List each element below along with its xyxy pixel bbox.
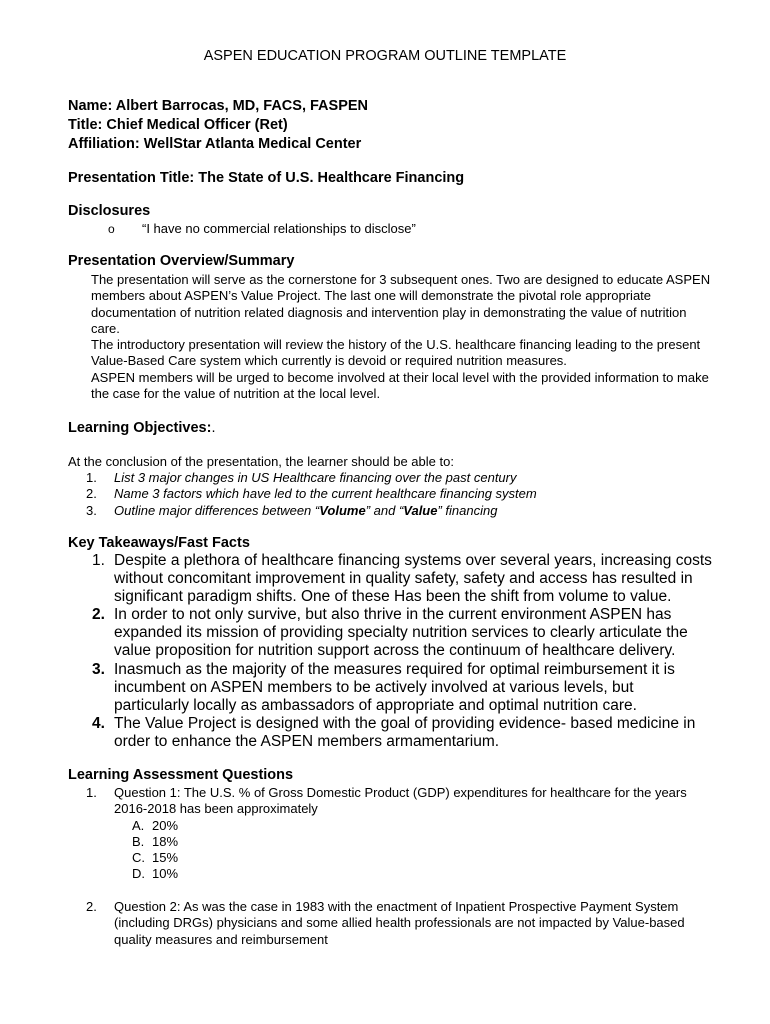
overview-paragraph: The presentation will serve as the cornerstone for 3 subsequent ones. Two are designed to educate ASPEN members about ASPEN’s Value Project. The last one will demonstrate the pivotal role appropriate documentation of nutrition related diagnosis and intervention play in demonstrating the value of nutrition care. (91, 272, 711, 336)
answer-choice: B. 18% (132, 833, 179, 849)
objectives-list (86, 470, 537, 519)
list-item: 4. The Value Project is designed with the goal of providing evidence- based medicine in order to enhance the ASPEN members armamentarium. (92, 714, 696, 750)
presenter-title: Title: Chief Medical Officer (Ret) (68, 117, 288, 133)
answer-choice: A. 20% (132, 817, 179, 833)
answer-choice: D. 10% (132, 866, 179, 882)
list-item: 2. Name 3 factors which have led to the current healthcare financing system (86, 486, 537, 502)
question-text: Question 1: The U.S. % of Gross Domestic Product (GDP) expenditures for healthcare for the years 2016-2018 has been approximately (114, 785, 687, 817)
list-item: 3. Inasmuch as the majority of the measures required for optimal reimbursement it is incumbent on ASPEN members to be actively involved at various levels, but particularly locally as ambassadors of appropriate and optimal nutrition care. (92, 660, 675, 714)
bullet-marker: o (108, 222, 115, 236)
presenter-name: Name: Albert Barrocas, MD, FACS, FASPEN (68, 98, 369, 114)
question-2: 2. Question 2: As was the case in 1983 with the enactment of Inpatient Prospective Payment System (including DRGs) physicians and some allied health professionals are not impacted by Value-based quality measures and reimbursement (86, 899, 716, 948)
overview-paragraph: ASPEN members will be urged to become involved at their local level with the provided information to make the case for the value of nutrition at the local level. (91, 370, 709, 402)
question-1: 1. Question 1: The U.S. % of Gross Domestic Product (GDP) expenditures for healthcare for the years 2016-2018 has been approximately A. 20% B. 18% C. 15% D. 10% (86, 785, 716, 883)
disclosures-heading: Disclosures (68, 203, 151, 219)
takeaways-heading: Key Takeaways/Fast Facts (68, 535, 250, 551)
objectives-heading: Learning Objectives:. (68, 420, 216, 436)
disclosure-text: “I have no commercial relationships to disclose” (142, 221, 416, 236)
presentation-title: Presentation Title: The State of U.S. Healthcare Financing (68, 170, 465, 186)
disclosure-item (108, 221, 416, 236)
answer-choices (132, 818, 716, 883)
list-item: 1. Despite a plethora of healthcare financing systems over several years, increasing costs without concomitant improvement in quality safety, safety and access has resulted in significant paradigm shifts. One of these Has been the shift from volume to value. (92, 552, 712, 606)
overview-paragraph: The introductory presentation will review the history of the U.S. healthcare financing leading to the present Value-Based Care system which currently is devoid or required nutrition measures. (91, 337, 701, 369)
presenter-affiliation: Affiliation: WellStar Atlanta Medical Center (68, 136, 362, 152)
assessment-heading: Learning Assessment Questions (68, 767, 294, 783)
list-item: 3. Outline major differences between “Volume” and “Value” financing (86, 502, 498, 518)
overview-heading: Presentation Overview/Summary (68, 253, 295, 269)
objectives-intro: At the conclusion of the presentation, the learner should be able to: (68, 454, 454, 469)
answer-choice: C. 15% (132, 850, 179, 866)
takeaways-list (92, 552, 712, 751)
question-text: Question 2: As was the case in 1983 with the enactment of Inpatient Prospective Payment System (including DRGs) physicians and some allied health professionals are not impacted by Value-based quality measures and reimbursement (114, 899, 685, 947)
list-item: 1. List 3 major changes in US Healthcare financing over the past century (86, 470, 517, 485)
document-title: ASPEN EDUCATION PROGRAM OUTLINE TEMPLATE (203, 48, 567, 64)
list-item: 2. In order to not only survive, but also thrive in the current environment ASPEN has expanded its mission of providing specialty nutrition services to clearly articulate the value proposition for nutrition support across the continuum of healthcare delivery. (92, 606, 688, 660)
